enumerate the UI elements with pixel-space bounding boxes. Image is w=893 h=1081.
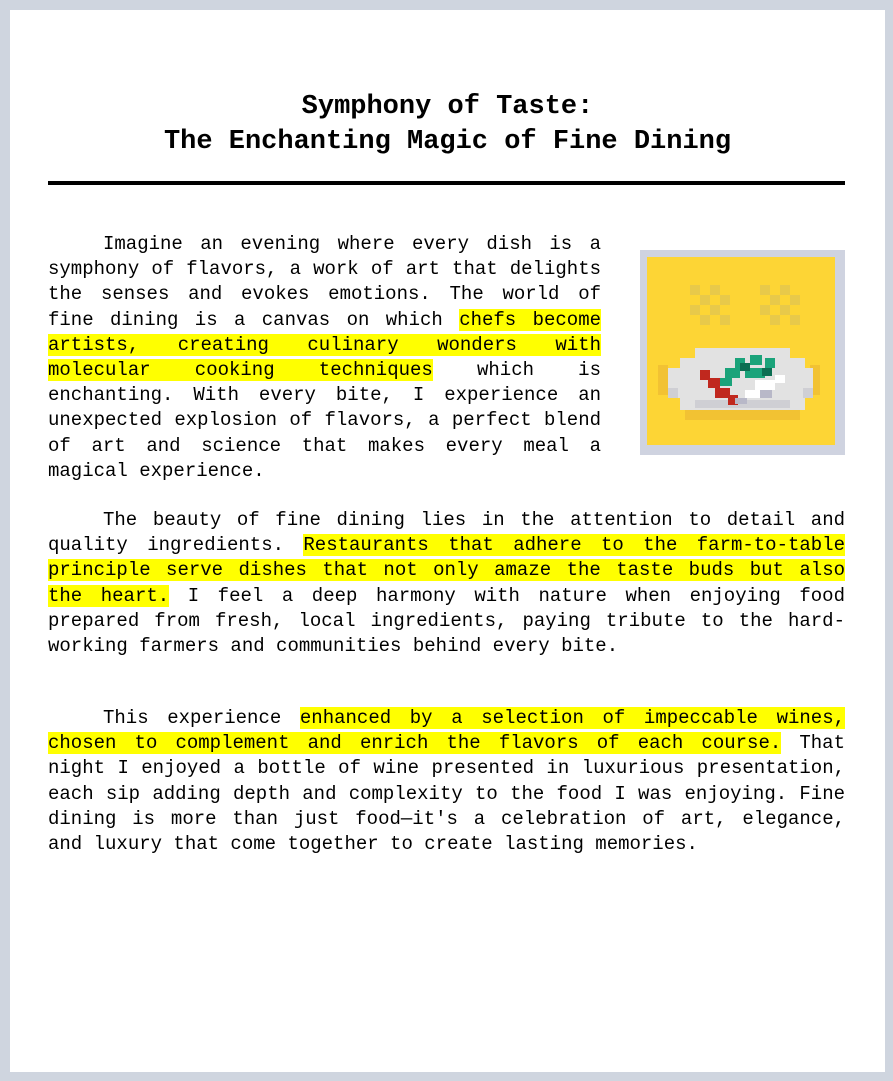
title-line-1: Symphony of Taste: [301,92,594,122]
dish-illustration [640,250,845,455]
paragraph-3 [48,706,845,857]
paragraph-3-text-b: That night I enjoyed a bottle of wine presented in luxurious presentation, each sip adding depth and complexity to the food I was enjoying. Fine dining is more than just food—it's a celebration of art, elegance, and luxury that come together to create lasting memories. [48,732,845,856]
paragraph-3-highlight: enhanced by a selection of impeccable wines, chosen to complement and enrich the flavors of each course. [48,707,845,755]
document-page [10,10,885,1072]
paragraph-1-text-a: Imagine an evening where every dish is a symphony of flavors, a work of art that delights the senses and evokes emotions. The world of fine dining is a canvas on which [48,233,601,331]
steaming-plate-icon [640,250,845,455]
paragraph-2-text-b: I feel a deep harmony with nature when enjoying food prepared from fresh, local ingredients, paying tribute to the hard-working farmers and communities behind every bite. [48,584,845,658]
paragraph-2-highlight: Restaurants that adhere to the farm-to-table principle serve dishes that not only amaze the taste buds but also the heart. [48,534,845,607]
paragraph-1 [48,232,601,484]
paragraph-2 [48,508,845,659]
title-divider [48,181,845,185]
paragraph-1-text-b: which is enchanting. With every bite, I experience an unexpected explosion of flavors, a perfect blend of art and science that makes every meal a magical experience. [48,359,601,482]
article-title [10,90,885,160]
paragraph-3-text-a: This experience [103,707,300,729]
paragraph-1-highlight: chefs become artists, creating culinary wonders with molecular cooking techniques [48,308,601,382]
title-line-2: The Enchanting Magic of Fine Dining [163,127,732,157]
paragraph-2-text-a: The beauty of fine dining lies in the attention to detail and quality ingredients. [48,509,845,557]
